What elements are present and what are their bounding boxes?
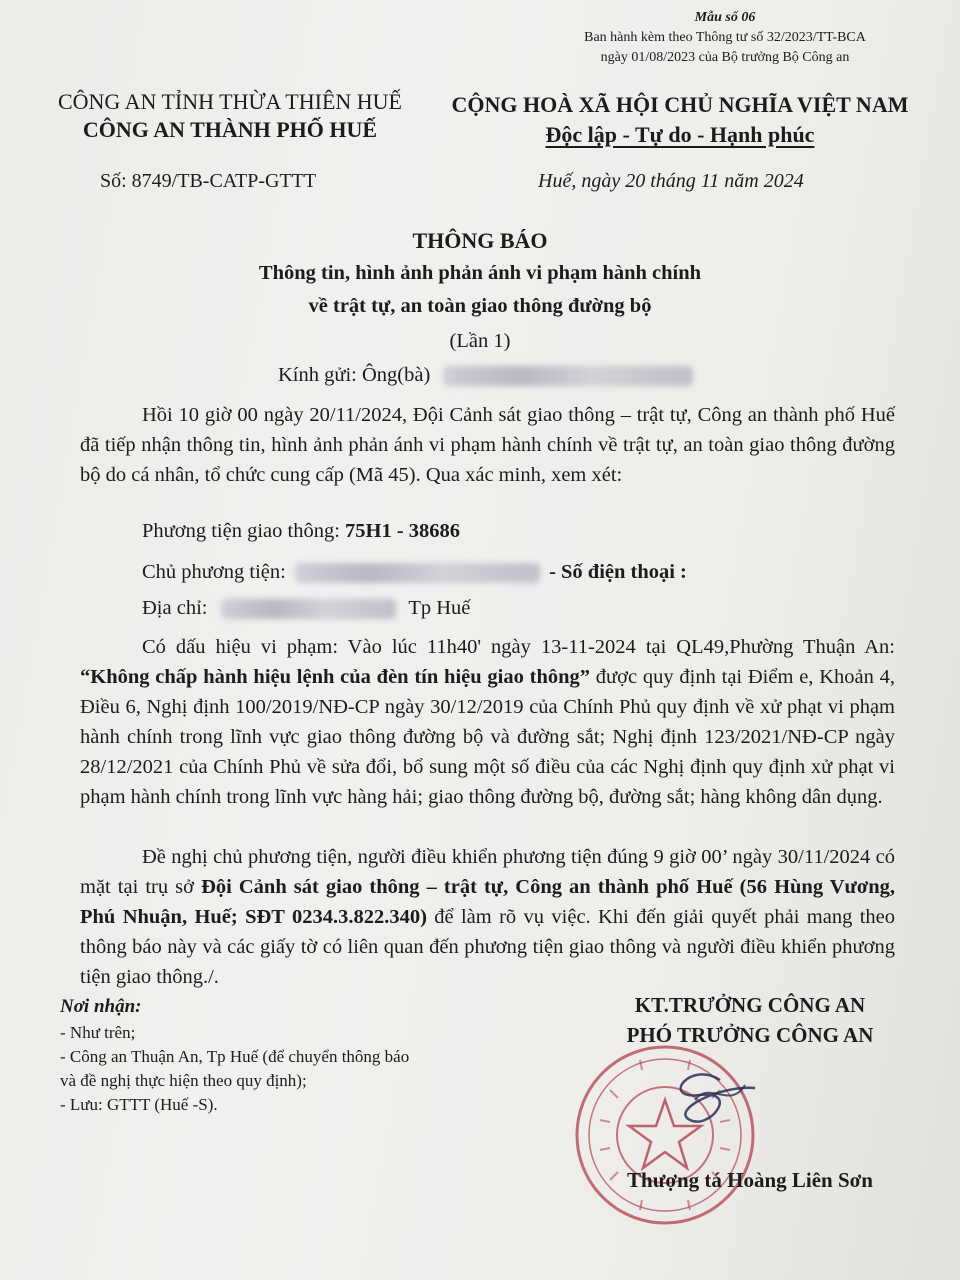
request-paragraph [80,842,895,992]
document-subtitle-2: về trật tự, an toàn giao thông đường bộ [308,295,652,317]
document-subtitle-1: Thông tin, hình ảnh phản ánh vi phạm hành chính [258,262,702,284]
redacted-name [443,366,693,386]
violation-tail: được quy định tại Điểm e, Khoản 4, Điều 6, Nghị định 100/2019/NĐ-CP ngày 30/12/2019 của Chính Phủ quy định về xử phạt vi phạm hành chính trong lĩnh vực giao thông đường bộ và đường sắt; Nghị định 123/2021/NĐ-CP ngày 28/12/2021 của Chính Phủ về sửa đổi, bổ sung một số điều của các Nghị định quy định xử phạt vi phạm hành chính trong lĩnh vực hàng hải; giao thông đường bộ, đường sắt; hàng không dân dụng. [80,666,895,808]
signature-title-1: KT.TRƯỞNG CÔNG AN [634,993,866,1017]
notice-round: (Lần 1) [449,330,511,352]
form-code [530,8,920,68]
request-lead: Đề nghị chủ phương tiện, người điều khiển phương tiện đúng 9 giờ 00’ ngày 30/11/2024 có mặt tại trụ sở [80,846,895,898]
redacted-address [221,599,396,619]
address-city: Tp Huế [408,597,471,619]
document-title: THÔNG BÁO [412,228,548,253]
request-tail: để làm rõ vụ việc. Khi đến giải quyết phải mang theo thông báo này và các giấy tờ có liên quan đến phương tiện giao thông và người điều khiển phương tiện giao thông./. [80,906,895,988]
issuer-header [30,88,430,144]
official-seal-icon [570,1040,760,1230]
issuer-line2: CÔNG AN THÀNH PHỐ HUẾ [82,117,378,142]
vehicle-line [142,520,460,543]
request-place: Đội Cảnh sát giao thông – trật tự, Công an thành phố Huế (56 Hùng Vương, Phú Nhuận, Huế; SĐT 0234.3.822.340) [80,876,895,928]
address-label: Địa chỉ: [142,597,208,619]
signature-title-2: PHÓ TRƯỞNG CÔNG AN [626,1023,874,1047]
document-date: Huế, ngày 20 tháng 11 năm 2024 [538,170,804,192]
recipient-item: - Như trên; [60,1023,136,1042]
nation-header [440,90,920,150]
violation-paragraph [80,632,895,812]
issuer-line1: CÔNG AN TỈNH THỪA THIÊN HUẾ [57,89,402,114]
redacted-owner [295,563,540,583]
recipients-heading: Nơi nhận: [60,996,142,1017]
intro-paragraph: Hồi 10 giờ 00 ngày 20/11/2024, Đội Cảnh sát giao thông – trật tự, Công an thành phố Huế đã tiếp nhận thông tin, hình ảnh phản ánh vi phạm hành chính về trật tự, an toàn giao thông đường bộ do cá nhân, tổ chức cung cấp (Mã 45). Qua xác minh, xem xét: [80,404,895,486]
recipient-item: và đề nghị thực hiện theo quy định); [60,1071,307,1090]
greeting [278,364,693,387]
signer-name: Thượng tá Hoàng Liên Sơn [627,1168,873,1192]
document-number: Số: 8749/TB-CATP-GTTT [100,170,317,192]
recipients [60,995,409,1117]
form-code-line1: Ban hành kèm theo Thông tư số 32/2023/TT-BCA [584,30,866,45]
owner-line [142,561,687,584]
nation-line1: CỘNG HOÀ XÃ HỘI CHỦ NGHĨA VIỆT NAM [451,92,909,117]
violation-lead: Có dấu hiệu vi phạm: Vào lúc 11h40' ngày 13-11-2024 tại QL49,Phường Thuận An: [142,636,895,658]
form-code-line2: ngày 01/08/2023 của Bộ trưởng Bộ Công an [600,50,850,65]
phone-label: - Số điện thoại : [549,561,687,583]
recipient-item: - Công an Thuận An, Tp Huế (để chuyển thông báo [60,1047,410,1066]
form-code-title: Mẫu số 06 [694,10,756,25]
greeting-label: Kính gửi: Ông(bà) [278,364,431,386]
address-line [142,597,470,620]
vehicle-label: Phương tiện giao thông: [142,520,340,542]
vehicle-plate: 75H1 - 38686 [345,520,461,542]
violation-offense: “Không chấp hành hiệu lệnh của đèn tín hiệu giao thông” [80,666,591,688]
nation-motto: Độc lập - Tự do - Hạnh phúc [545,122,815,147]
owner-label: Chủ phương tiện: [142,561,286,583]
recipient-item: - Lưu: GTTT (Huế -S). [60,1095,218,1114]
